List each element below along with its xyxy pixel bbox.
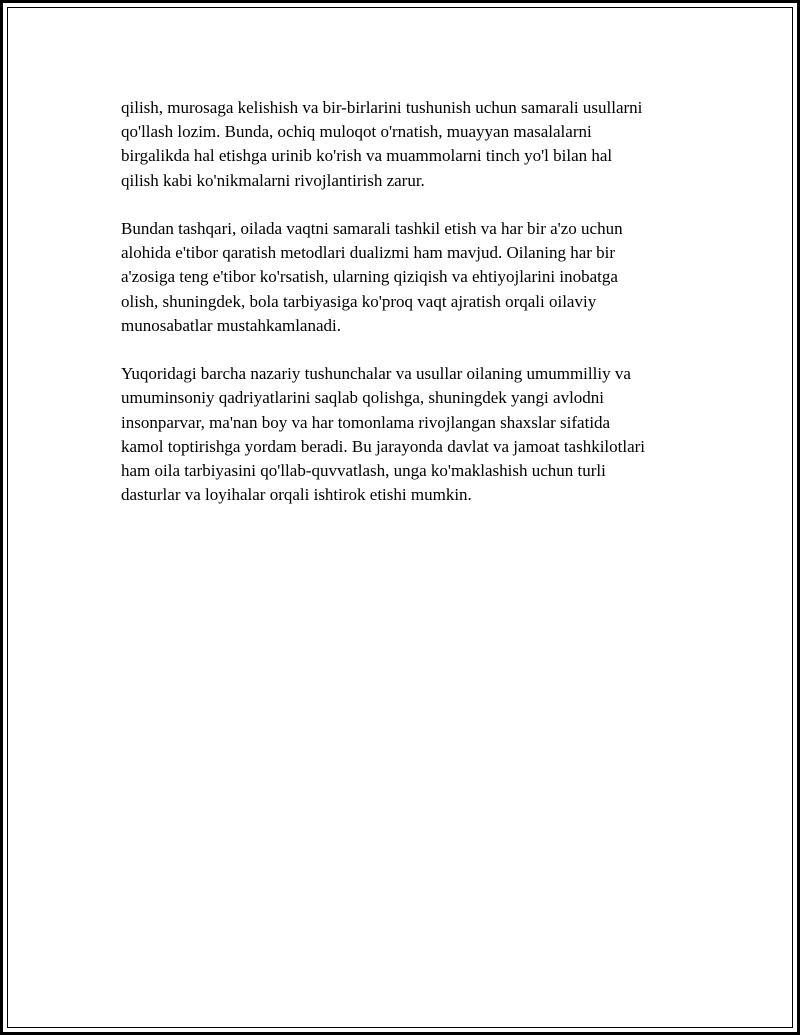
- paragraph-line: umuminsoniy qadriyatlarini saqlab qolishga, shuningdek yangi avlodni: [121, 388, 605, 408]
- paragraph-line: qo'llash lozim. Bunda, ochiq muloqot o'rnatish, muayyan masalalarni: [121, 122, 592, 142]
- paragraph-line: alohida e'tibor qaratish metodlari dualizmi ham mavjud. Oilaning har bir: [121, 243, 616, 263]
- paragraph-line: munosabatlar mustahkamlanadi.: [121, 315, 341, 335]
- paragraph-line: birgalikda hal etishga urinib ko'rish va muammolarni tinch yo'l bilan hal: [121, 146, 613, 166]
- paragraph-line: kamol toptirishga yordam beradi. Bu jarayonda davlat va jamoat tashkilotlari: [121, 436, 646, 456]
- paragraph-line: qilish, murosaga kelishish va bir-birlarini tushunish uchun samarali usullarni: [121, 98, 643, 117]
- paragraph-line: dasturlar va loyihalar orqali ishtirok etishi mumkin.: [121, 485, 472, 505]
- paragraph-line: insonparvar, ma'nan boy va har tomonlama rivojlangan shaxslar sifatida: [121, 412, 611, 432]
- paragraph-line: Bundan tashqari, oilada vaqtni samarali tashkil etish va har bir a'zo uchun: [121, 219, 623, 238]
- paragraph-line: Yuqoridagi barcha nazariy tushunchalar va usullar oilaning umummilliy va: [121, 364, 631, 384]
- paragraph-3: [121, 362, 701, 507]
- paragraph-line: ham oila tarbiyasini qo'llab-quvvatlash, unga ko'maklashish uchun turli: [121, 461, 606, 481]
- paragraph-line: olish, shuningdek, bola tarbiyasiga ko'proq vaqt ajratish orqali oilaviy: [121, 291, 597, 311]
- paragraph-2: [121, 217, 701, 338]
- document-body: [121, 96, 701, 532]
- paragraph-1: [121, 96, 701, 193]
- paragraph-line: qilish kabi ko'nikmalarni rivojlantirish zarur.: [121, 170, 425, 190]
- paragraph-line: a'zosiga teng e'tibor ko'rsatish, ularning qiziqish va ehtiyojlarini inobatga: [121, 267, 618, 287]
